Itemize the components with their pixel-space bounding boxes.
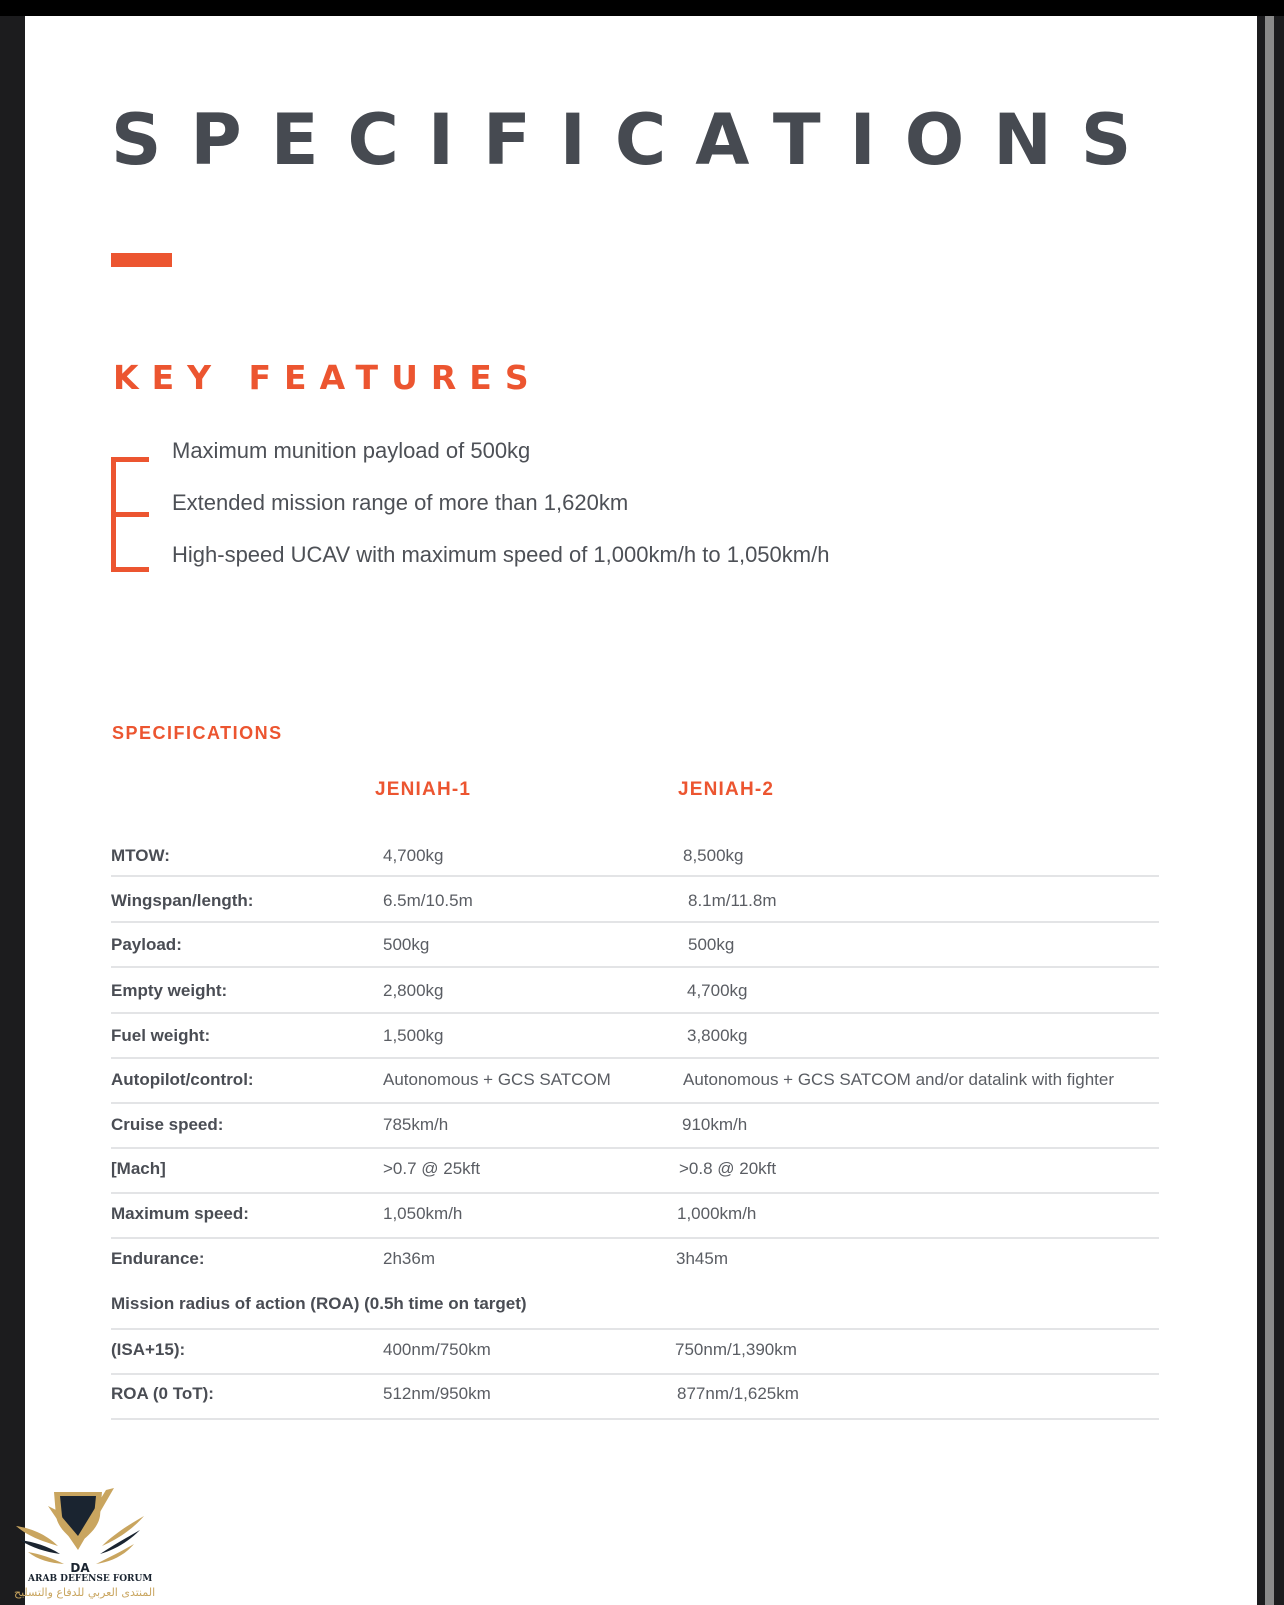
jeniah-1-value: 1,050km/h — [383, 1204, 463, 1223]
table-row-fuel-weight — [111, 1025, 1159, 1070]
left-wing-icon — [16, 1526, 58, 1546]
page-title: SPECIFICATIONS — [111, 99, 1161, 181]
jeniah-2-value: 500kg — [688, 935, 735, 954]
jeniah-2-value: 8,500kg — [683, 846, 744, 865]
jeniah-2-value: 3h45m — [676, 1249, 728, 1268]
row-divider — [111, 1237, 1159, 1239]
accent-dash — [111, 253, 172, 267]
row-label: Fuel weight: — [111, 1026, 211, 1045]
feature-item: High-speed UCAV with maximum speed of 1,000km/h to 1,050km/h — [172, 542, 830, 567]
row-divider — [111, 1373, 1159, 1375]
feature-item: Extended mission range of more than 1,620km — [172, 490, 629, 515]
key-features-heading: KEY FEATURES — [113, 358, 542, 397]
row-label: Cruise speed: — [111, 1115, 224, 1134]
jeniah-2-value: 910km/h — [682, 1115, 748, 1134]
row-divider — [111, 1147, 1159, 1149]
jeniah-2-value: 4,700kg — [687, 981, 748, 1000]
row-divider — [111, 966, 1159, 968]
row-label: Autopilot/control: — [111, 1070, 254, 1089]
jeniah-1-value: 785km/h — [383, 1115, 449, 1134]
logo-english-text: ARAB DEFENSE FORUM — [28, 1574, 153, 1584]
jeniah-1-value: 4,700kg — [383, 846, 444, 865]
table-row-mission-radius — [111, 1293, 1159, 1338]
vertical-scrollbar[interactable] — [1265, 16, 1274, 1605]
table-row-roa-0-tot — [111, 1383, 1159, 1428]
jeniah-2-value: 3,800kg — [687, 1026, 748, 1045]
specifications-heading: SPECIFICATIONS — [112, 723, 283, 743]
jeniah-2-value: 877nm/1,625km — [677, 1384, 799, 1403]
row-divider — [111, 1057, 1159, 1059]
column-header-jeniah-1: JENIAH-1 — [375, 779, 472, 800]
logo-arabic-text: المنتدى العربي للدفاع والتسليح — [14, 1586, 156, 1599]
row-divider — [111, 921, 1159, 923]
row-label: MTOW: — [111, 846, 170, 865]
table-row-mach — [111, 1158, 1159, 1203]
row-label: (ISA+15): — [111, 1340, 186, 1359]
row-label: [Mach] — [111, 1159, 166, 1178]
table-row-autopilot — [111, 1069, 1159, 1114]
jeniah-1-value: 400nm/750km — [383, 1340, 491, 1359]
table-row-endurance — [111, 1248, 1159, 1293]
jeniah-1-value: 2,800kg — [383, 981, 444, 1000]
table-row-isa15 — [111, 1339, 1159, 1384]
column-header-jeniah-2: JENIAH-2 — [678, 779, 775, 800]
jeniah-2-value: 750nm/1,390km — [675, 1340, 797, 1359]
jeniah-1-value: >0.7 @ 25kft — [383, 1159, 481, 1178]
jeniah-2-value: 1,000km/h — [677, 1204, 757, 1223]
row-divider — [111, 875, 1159, 877]
table-row-maximum-speed — [111, 1203, 1159, 1248]
table-row-empty-weight — [111, 980, 1159, 1025]
table-row-mtow — [111, 845, 1159, 890]
row-label: Wingspan/length: — [111, 891, 254, 910]
jeniah-1-value: 2h36m — [383, 1249, 435, 1268]
row-divider — [111, 1102, 1159, 1104]
row-label: Mission radius of action (ROA) (0.5h time on target) — [111, 1294, 527, 1313]
row-divider — [111, 1192, 1159, 1194]
top-bar — [0, 0, 1284, 16]
row-divider — [111, 1418, 1159, 1420]
feature-bracket-icon — [111, 457, 149, 572]
jeniah-1-value: 1,500kg — [383, 1026, 444, 1045]
logo-monogram: DA — [70, 1561, 90, 1575]
jeniah-1-value: 6.5m/10.5m — [383, 891, 473, 910]
jeniah-1-value: 500kg — [383, 935, 430, 954]
row-divider — [111, 1328, 1159, 1330]
jeniah-2-value: 8.1m/11.8m — [688, 891, 777, 910]
row-label: ROA (0 ToT): — [111, 1384, 214, 1403]
row-label: Empty weight: — [111, 981, 228, 1000]
feature-item: Maximum munition payload of 500kg — [172, 438, 531, 463]
jeniah-2-value: Autonomous + GCS SATCOM and/or datalink with fighter — [683, 1070, 1115, 1089]
left-frame-edge — [0, 16, 24, 1605]
jeniah-1-value: 512nm/950km — [383, 1384, 491, 1403]
jeniah-2-value: >0.8 @ 20kft — [679, 1159, 777, 1178]
row-label: Maximum speed: — [111, 1204, 249, 1223]
row-divider — [111, 1012, 1159, 1014]
table-row-payload — [111, 934, 1159, 979]
document-page — [25, 16, 1257, 1605]
table-row-wingspan — [111, 890, 1159, 935]
row-label: Endurance: — [111, 1249, 205, 1268]
table-row-cruise-speed — [111, 1114, 1159, 1159]
jeniah-1-value: Autonomous + GCS SATCOM — [383, 1070, 611, 1089]
row-label: Payload: — [111, 935, 182, 954]
